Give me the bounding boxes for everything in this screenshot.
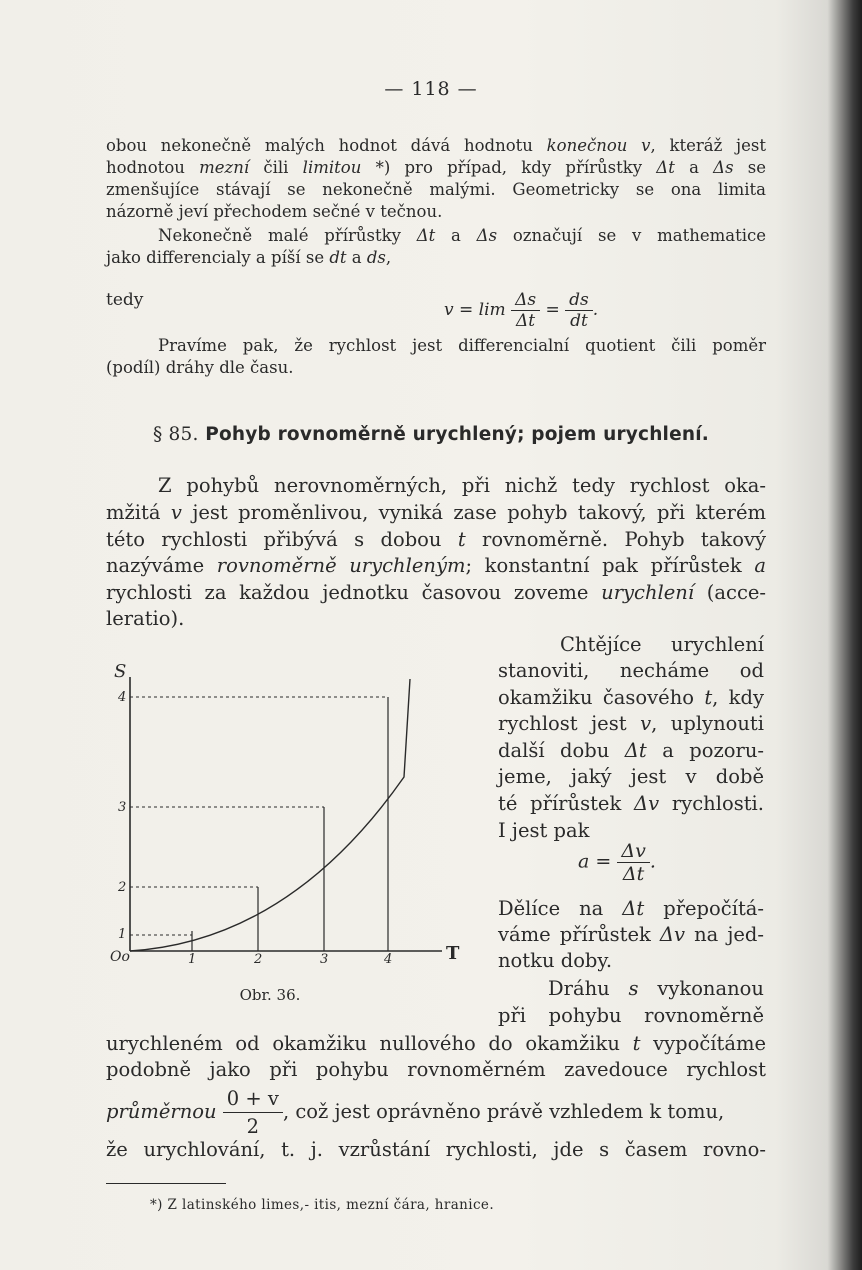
text-line: rychlosti za každou jednotku časovou zoveme urychlení (acce- — [106, 581, 766, 604]
formula-rest: , což jest oprávněno právě vzhledem k tomu, — [282, 1100, 725, 1123]
text-line: mžitá v jest proměnlivou, vyniká zase pohyb takový, při kterém — [106, 501, 766, 524]
fraction — [617, 840, 649, 885]
text-line: stanoviti, necháme od — [498, 659, 764, 682]
footnote: *) Z latinského limes,- itis, mezní čára, hranice. — [150, 1197, 495, 1213]
fraction — [565, 290, 593, 331]
y-tick-label: 4 — [118, 690, 127, 705]
equals-sign: = — [545, 300, 560, 320]
text-line: při pohybu rovnoměrně — [498, 1004, 764, 1027]
graph-svg — [104, 655, 494, 967]
text-line: další dobu Δt a pozoru- — [498, 739, 764, 762]
section-sign: § 85. — [152, 424, 199, 445]
figure-caption: Obr. 36. — [239, 986, 301, 1004]
section-heading — [0, 424, 862, 445]
x-tick-label: 1 — [188, 952, 197, 967]
footnote-rule — [106, 1183, 226, 1184]
text-line: nazýváme rovnoměrně urychleným; konstantní pak přírůstek a — [106, 554, 767, 577]
formula-expression — [444, 290, 598, 331]
text-line: Pravíme pak, že rychlost jest differencialní quotient čili poměr — [158, 336, 766, 355]
fraction — [511, 290, 540, 331]
text-line: váme přírůstek Δv na jed- — [498, 923, 764, 946]
text-line: jako differencialy a píší se dt a ds, — [106, 248, 392, 267]
text-line: názorně jeví přechodem sečné v tečnou. — [106, 202, 443, 221]
numerator: Δs — [511, 290, 540, 311]
text-line: Dělíce na Δt přepočítá- — [498, 897, 764, 920]
x-tick-label: 4 — [384, 952, 393, 967]
text-line: leratio). — [106, 607, 185, 630]
velocity-formula — [106, 275, 766, 330]
x-axis-label: T — [446, 943, 460, 964]
text-line: Nekonečně malé přírůstky Δt a Δs označují se v mathematice — [158, 226, 767, 245]
text-line: zmenšujíce stávají se nekonečně malými. Geometricky se ona limita — [106, 180, 766, 199]
fraction — [223, 1085, 283, 1140]
text-line: (podíl) dráhy dle času. — [106, 358, 294, 377]
y-tick-label: 3 — [118, 800, 127, 815]
text-line: Chtějíce urychlení — [560, 633, 764, 656]
text-line: Dráhu s vykonanou — [548, 977, 764, 1000]
formula-lhs: a = — [578, 850, 612, 873]
x-tick-label: 3 — [320, 952, 329, 967]
y-tick-label: 1 — [118, 927, 127, 942]
text-line: obou nekonečně malých hodnot dává hodnotu konečnou v, kteráž jest — [106, 136, 766, 155]
numerator: 0 + v — [223, 1085, 283, 1113]
text-line: hodnotou mezní čili limitou *) pro případ, kdy přírůstky Δt a Δs se — [106, 158, 767, 177]
numerator: Δv — [617, 840, 649, 863]
x-tick-label: 2 — [254, 952, 263, 967]
text-line: té přírůstek Δv rychlosti. — [498, 792, 764, 815]
formula-word: průměrnou — [106, 1100, 217, 1123]
text-line: notku doby. — [498, 949, 613, 972]
origin-label: Oo — [110, 949, 130, 965]
denominator: 2 — [246, 1115, 260, 1138]
denominator: dt — [570, 311, 588, 331]
formula-end: . — [649, 850, 656, 873]
denominator: Δt — [516, 311, 536, 331]
section-title: Pohyb rovnoměrně urychlený; pojem urychlení. — [205, 424, 709, 445]
text-line: okamžiku časového t, kdy — [498, 686, 764, 709]
text-line: že urychlování, t. j. vzrůstání rychlosti, jde s časem rovno- — [106, 1138, 766, 1161]
formula-end: . — [592, 300, 599, 320]
y-axis-label: S — [114, 661, 127, 682]
y-tick-label: 2 — [118, 880, 127, 895]
text-line: této rychlosti přibývá s dobou t rovnoměrně. Pohyb takový — [106, 528, 766, 551]
text-line: Z pohybů nerovnoměrných, při nichž tedy rychlost oka- — [158, 474, 766, 497]
formula-lead: tedy — [106, 290, 144, 310]
parabola-curve — [130, 679, 410, 951]
numerator: ds — [565, 290, 593, 311]
denominator: Δt — [622, 863, 645, 885]
text-line: jeme, jaký jest v době — [498, 765, 764, 788]
page-number: — 118 — — [384, 78, 478, 100]
text-line: I jest pak — [498, 819, 590, 842]
acceleration-formula — [578, 840, 656, 885]
average-speed-line — [106, 1085, 766, 1140]
text-line: rychlost jest v, uplynouti — [498, 712, 765, 735]
figure-parabola — [104, 655, 494, 967]
text-line: podobně jako při pohybu rovnoměrném zavedouce rychlost — [106, 1058, 766, 1081]
formula-lhs: v = lim — [444, 300, 506, 320]
text-line: urychleném od okamžiku nullového do okamžiku t vypočítáme — [106, 1032, 766, 1055]
